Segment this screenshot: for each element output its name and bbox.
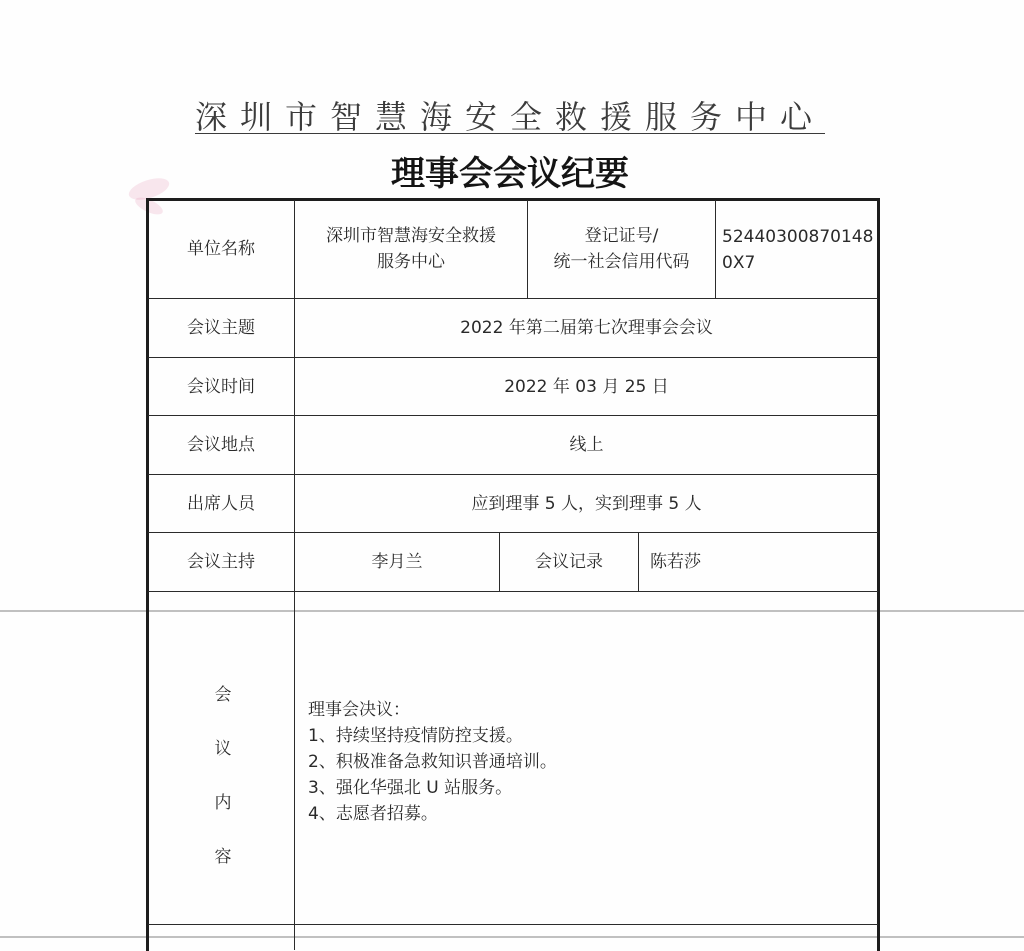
table-row-divider (148, 924, 878, 925)
meeting-place-label: 会议地点 (187, 435, 255, 455)
meeting-place-value: 线上 (569, 435, 604, 455)
resolution-item: 1、持续坚持疫情防控支援。 (308, 726, 523, 746)
resolution-heading: 理事会决议： (308, 700, 410, 720)
meeting-topic-label: 会议主题 (187, 318, 255, 338)
content-label-char: 议 (214, 739, 232, 759)
content-label-char: 容 (214, 847, 232, 867)
registration-value-line-1: 52440300870148 (722, 227, 874, 247)
content-label-char: 会 (214, 685, 232, 705)
meeting-content (308, 697, 868, 827)
registration-label-line-1: 登记证号/ (584, 226, 659, 246)
recorder-value: 陈若莎 (650, 552, 701, 572)
unit-name-value (295, 200, 527, 298)
meeting-time-label: 会议时间 (187, 376, 255, 397)
table-column-divider (638, 532, 639, 591)
content-label-char: 内 (214, 793, 232, 813)
organization-header: 深圳市智慧海安全救援服务中心 (194, 98, 825, 136)
host-value: 李月兰 (371, 552, 423, 572)
resolution-item: 2、积极准备急救知识普通培训。 (308, 752, 557, 772)
meeting-time-value: 2022 年 03 月 25 日 (504, 376, 669, 397)
attendees-value: 应到理事 5 人，实到理事 5 人 (471, 493, 702, 514)
unit-name-line-1: 深圳市智慧海安全救援 (326, 226, 496, 246)
document-title: 理事会会议纪要 (391, 154, 629, 194)
table-row-divider (148, 591, 878, 592)
host-label: 会议主持 (187, 552, 255, 572)
recorder-label: 会议记录 (535, 552, 603, 572)
unit-name-line-2: 服务中心 (377, 252, 445, 272)
attendees-label: 出席人员 (187, 493, 255, 514)
unit-name-label: 单位名称 (187, 239, 255, 259)
registration-value-line-2: 0X7 (722, 253, 756, 273)
registration-value (716, 200, 878, 298)
registration-label (528, 200, 715, 298)
resolution-item: 4、志愿者招募。 (308, 804, 438, 824)
meeting-topic-value: 2022 年第二届第七次理事会会议 (460, 318, 713, 338)
meeting-content-label (150, 682, 296, 898)
registration-label-line-2: 统一社会信用代码 (553, 252, 690, 272)
resolution-item: 3、强化华强北 U 站服务。 (308, 778, 513, 798)
